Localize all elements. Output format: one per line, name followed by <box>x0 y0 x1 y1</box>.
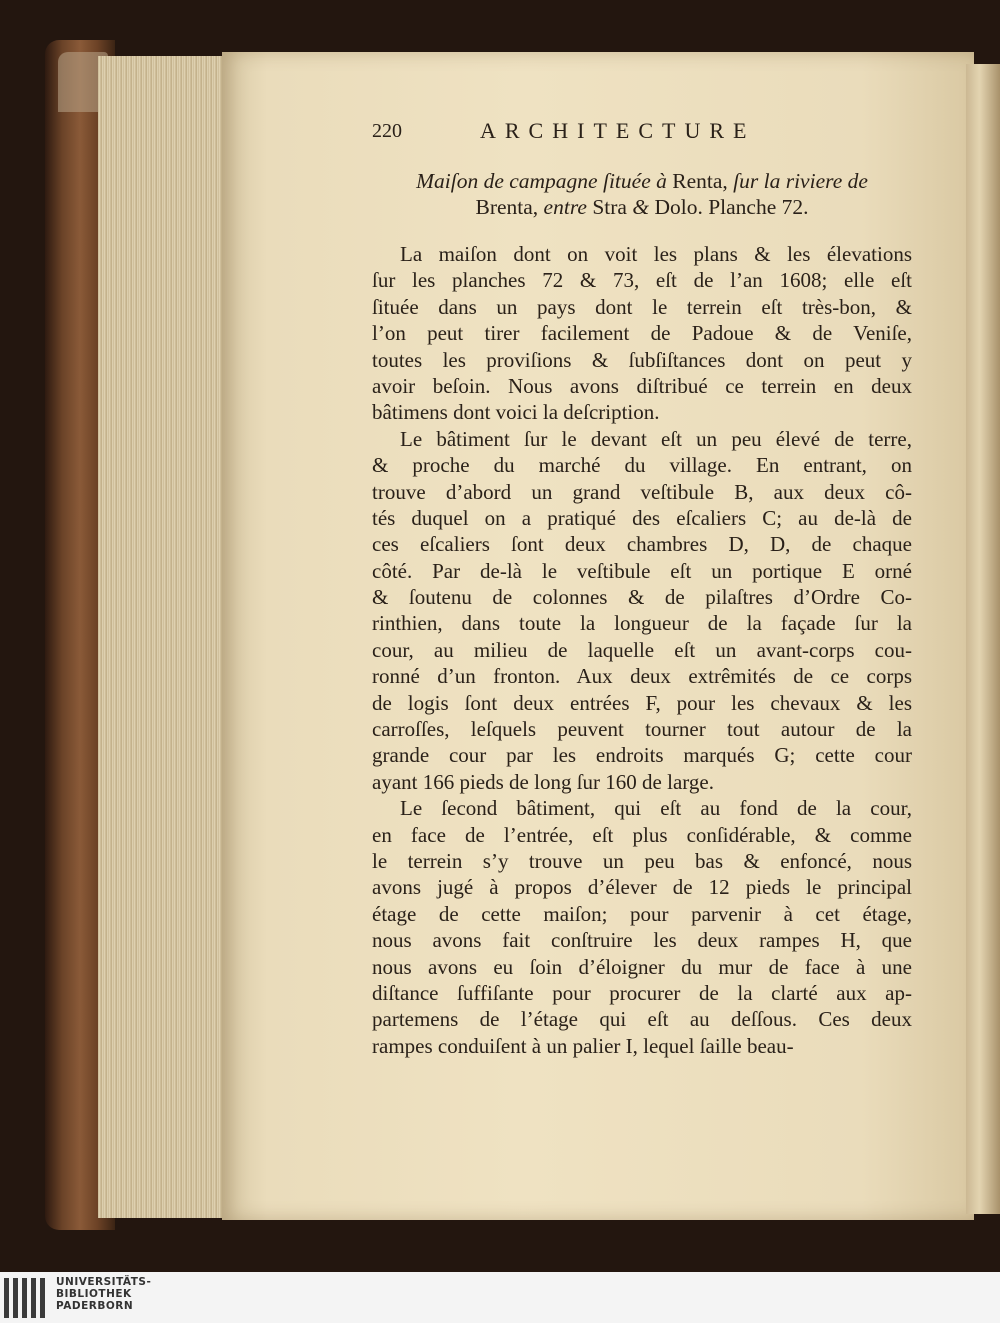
page-text-block <box>372 120 912 1060</box>
library-name-line: PADERBORN <box>56 1300 134 1312</box>
text-line: carroſſes, leſquels peuvent tourner tout autour de la <box>372 717 912 742</box>
heading-run: & <box>632 195 650 219</box>
paragraph <box>372 427 912 796</box>
library-name <box>56 1276 151 1312</box>
text-line: ſur les planches 72 & 73, eſt de l’an 1608; elle eſt <box>372 268 912 293</box>
facing-page-edge <box>966 64 1000 1214</box>
text-line: nous avons eu ſoin d’éloigner du mur de face à une <box>372 954 912 979</box>
text-line: étage de cette maiſon; pour parvenir à cet étage, <box>372 901 912 926</box>
text-line: toutes les proviſions & ſubſiſtances dont on peut y <box>372 347 912 372</box>
heading-run: ſur la riviere de <box>733 169 868 193</box>
text-line: cour, au milieu de laquelle eſt un avant-corps cou- <box>372 637 912 662</box>
library-name-line: BIBLIOTHEK <box>56 1288 132 1300</box>
running-title: ARCHITECTURE <box>480 118 756 143</box>
text-line: ces eſcaliers ſont deux chambres D, D, de chaque <box>372 532 912 557</box>
page-edges <box>98 56 228 1218</box>
body-text <box>372 242 912 1060</box>
paragraph <box>372 242 912 427</box>
text-line: trouve d’abord un grand veſtibule B, aux deux cô- <box>372 479 912 504</box>
library-footer <box>0 1272 1000 1323</box>
heading-run: Maiſon de campagne ſituée à <box>416 169 673 193</box>
text-line: tés duquel on a pratiqué des eſcaliers C; au de-là de <box>372 505 912 530</box>
text-line: avons jugé à propos d’élever de 12 pieds le principal <box>372 875 912 900</box>
heading-run: Renta, <box>672 169 734 193</box>
text-line: le terrein s’y trouve un peu bas & enfoncé, nous <box>372 848 912 873</box>
heading-run: Stra <box>592 195 633 219</box>
heading-run: Dolo. Planche 72. <box>649 195 809 219</box>
text-line: & ſoutenu de colonnes & de pilaſtres d’Ordre Co- <box>372 585 912 610</box>
text-line: diſtance ſuffiſante pour procurer de la clarté aux ap- <box>372 980 912 1005</box>
text-line: l’on peut tirer facilement de Padoue & de Veniſe, <box>372 321 912 346</box>
text-line: rampes conduiſent à un palier I, lequel ſaille beau- <box>372 1033 794 1058</box>
text-line: Le ſecond bâtiment, qui eſt au fond de la cour, <box>400 796 912 821</box>
text-line: & proche du marché du village. En entrant, on <box>372 453 912 478</box>
text-line: nous avons fait conſtruire les deux rampes H, que <box>372 928 912 953</box>
paragraph <box>372 796 912 1060</box>
heading-run: Brenta, <box>475 195 544 219</box>
section-heading-line-1 <box>372 168 912 194</box>
text-line: ayant 166 pieds de long ſur 160 de large. <box>372 769 714 794</box>
running-head <box>372 120 912 154</box>
text-line: La maiſon dont on voit les plans & les élevations <box>400 242 912 266</box>
text-line: en face de l’entrée, eſt plus conſidérable, & comme <box>372 822 912 847</box>
page-number: 220 <box>372 120 402 142</box>
text-line: côté. Par de-là le veſtibule eſt un portique E orné <box>372 558 912 583</box>
text-line: ſituée dans un pays dont le terrein eſt très-bon, & <box>372 294 912 319</box>
library-name-line: UNIVERSITÄTS- <box>56 1276 152 1288</box>
heading-run: entre <box>543 195 593 219</box>
text-line: de logis ſont deux entrées F, pour les chevaux & les <box>372 690 912 715</box>
text-line: partemens de l’étage qui eſt au deſſous. Ces deux <box>372 1007 912 1032</box>
section-heading <box>372 168 912 220</box>
section-heading-line-2 <box>372 194 912 220</box>
text-line: bâtimens dont voici la deſcription. <box>372 400 660 425</box>
text-line: Le bâtiment ſur le devant eſt un peu élevé de terre, <box>400 426 912 451</box>
text-line: grande cour par les endroits marqués G; cette cour <box>372 743 912 768</box>
text-line: ronné d’un fronton. Aux deux extrêmités de ce corps <box>372 664 912 689</box>
library-logo-icon <box>4 1278 46 1318</box>
text-line: rinthien, dans toute la longueur de la façade ſur la <box>372 611 912 636</box>
text-line: avoir beſoin. Nous avons diſtribué ce terrein en deux <box>372 373 912 398</box>
